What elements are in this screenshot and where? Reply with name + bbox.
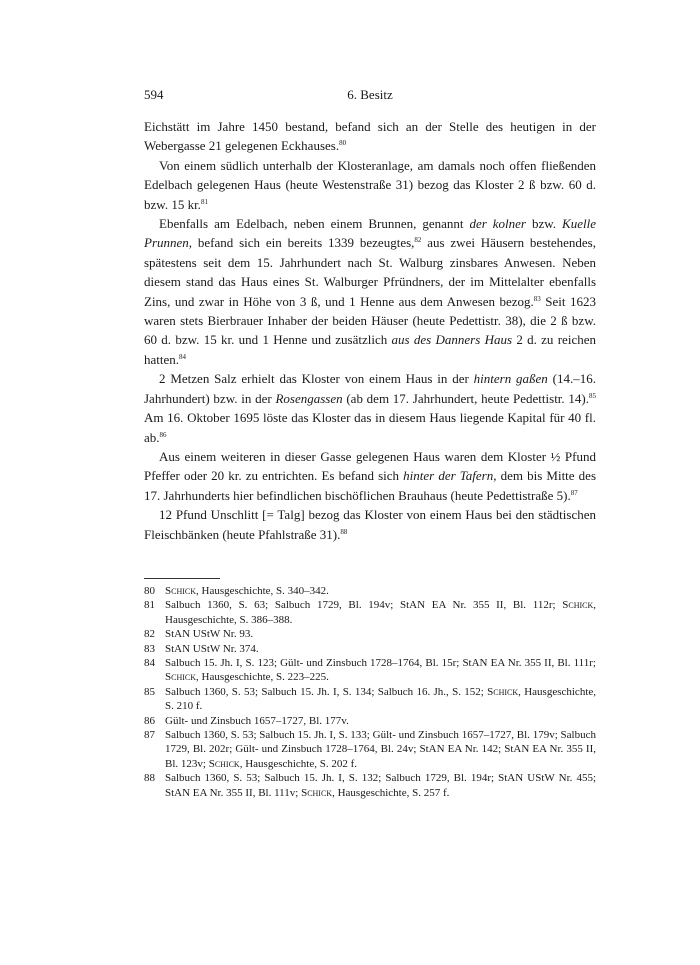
footnote-divider	[144, 578, 220, 579]
footnote-number: 85	[144, 685, 155, 698]
footnote-ref[interactable]: 81	[200, 197, 208, 206]
footnote-number: 88	[144, 772, 155, 785]
footnote-number: 80	[144, 585, 155, 597]
paragraph-3: Ebenfalls am Edelbach, neben einem Brunnen, genannt der kolner bzw. Kuelle Prunnen, befand sich ein bereits 1339 bezeugtes,$^{82}$ aus zwei Häusern bestehendes, spätestens seit dem 15. Jahrhundert nach St. Walburg zinsbares Anwesen. Neben diesem stand das Haus eines St. Walburger Pfründners, der im Mittelalter ebenfalls Zins, und zwar in Höhe von 3 ß, und 1 Henne aus dem Anwesen bezog.$^{83}$ Seit 1623 waren stets Bierbrauer Inhaber der beiden Häuser (heute Pedettistr. 38), die 2 ß bzw. 60 d. bzw. 15 kr. und 1 Henne und zusätzlich aus des Danners Haus 2 d. zu reichen hatten.$^{84}$	[144, 216, 596, 367]
page-header	[144, 86, 596, 104]
running-title: 6. Besitz	[347, 87, 393, 102]
footnote-ref[interactable]: 85	[589, 391, 596, 400]
footnote: 88 Salbuch 1360, S. 53; Salbuch 15. Jh. I, S. 132; Salbuch 1729, Bl. 194r; StAN UStW Nr. 455; StAN EA Nr. 355 II, Bl. 111v; Schick, Hausgeschichte, S. 257 f.	[144, 772, 596, 799]
paragraph-5: Aus einem weiteren in dieser Gasse gelegenen Haus waren dem Kloster ½ Pfund Pfeffer oder 20 kr. zu entrichten. Es befand sich hinter der Tafern, dem bis Mitte des 17. Jahrhunderts hier befindlichen bischöflichen Brauhaus (heute Pedettistraße 5).$^{87}$	[144, 448, 597, 503]
italic-term: hintern gaßen	[473, 371, 548, 387]
main-text	[144, 117, 596, 544]
footnote: 83 StAN UStW Nr. 374.	[144, 642, 259, 655]
italic-term: hinter der Tafern	[403, 468, 494, 484]
footnote-number: 83	[144, 642, 155, 655]
footnote-ref[interactable]: 88	[340, 527, 348, 536]
footnote-ref[interactable]: 80	[339, 139, 347, 148]
author-name: Schick	[301, 786, 333, 799]
paragraph-6: 12 Pfund Unschlitt [= Talg] bezog das Kloster von einem Haus bei den städtischen Fleischbänken (heute Pfahlstraße 31).$^{88}$	[144, 507, 596, 542]
footnote-number: 81	[144, 599, 155, 612]
footnotes	[144, 584, 596, 800]
footnote-ref[interactable]: 83	[533, 294, 541, 303]
footnote-number: 84	[144, 657, 155, 670]
footnote: 85 Salbuch 1360, S. 53; Salbuch 15. Jh. I, S. 134; Salbuch 16. Jh., S. 152; Schick, Hausgeschichte, S. 210 f.	[144, 685, 597, 713]
footnote-number: 86	[144, 714, 155, 727]
footnote-number: 82	[144, 628, 155, 641]
paragraph-2: Von einem südlich unterhalb der Klosteranlage, am damals noch offen fließenden Edelbach gelegenen Haus (heute Westenstraße 31) bezog das Kloster 2 ß bzw. 60 d. bzw. 15 kr.$^{81}$	[144, 157, 596, 212]
author-name: Schick	[487, 685, 519, 698]
author-name: Schick	[562, 599, 594, 612]
page-number: 594	[144, 87, 164, 102]
footnote-ref[interactable]: 86	[159, 430, 167, 439]
footnote: 81 Salbuch 1360, S. 63; Salbuch 1729, Bl. 194v; StAN EA Nr. 355 II, Bl. 112r; Schick, Hausgeschichte, S. 386–388.	[144, 599, 596, 626]
italic-term: aus des Danners Haus	[391, 332, 513, 348]
author-name: Schick	[165, 585, 197, 597]
author-name: Schick	[165, 671, 197, 684]
italic-term: Rosengassen	[275, 390, 343, 406]
footnote-number: 87	[144, 729, 155, 742]
italic-term: Kuelle Prunnen,	[144, 216, 596, 251]
italic-term: der kolner	[469, 216, 526, 232]
footnote: 82 StAN UStW Nr. 93.	[144, 628, 254, 641]
footnote: 80 Schick, Hausgeschichte, S. 340–342.	[144, 585, 329, 597]
paragraph-4: 2 Metzen Salz erhielt das Kloster von einem Haus in der hintern gaßen (14.–16. Jahrhundert) bzw. in der Rosengassen (ab dem 17. Jahrhundert, heute Pedettistr. 14).$^{85}$ Am 16. Oktober 1695 löste das Kloster das in diesem Haus liegende Kapital für 40 fl. ab.$^{86}$	[144, 371, 596, 445]
footnote: 84 Salbuch 15. Jh. I, S. 123; Gült- und Zinsbuch 1728–1764, Bl. 15r; StAN EA Nr. 355 II, Bl. 111r; Schick, Hausgeschichte, S. 223–225.	[144, 657, 596, 684]
footnote-ref[interactable]: 87	[570, 488, 578, 497]
footnote-ref[interactable]: 84	[179, 352, 187, 361]
footnote: 87 Salbuch 1360, S. 53; Salbuch 15. Jh. I, S. 133; Gült- und Zinsbuch 1657–1727, Bl. 179v; Salbuch 1729, Bl. 202r; Gült- und Zinsbuch 1728–1764, Bl. 24v; StAN EA Nr. 142; StAN EA Nr. 355 II, Bl. 123v; Schick, Hausgeschichte, S. 202 f.	[144, 729, 596, 770]
author-name: Schick	[208, 757, 240, 770]
footnote-ref[interactable]: 82	[414, 236, 422, 245]
footnote: 86 Gült- und Zinsbuch 1657–1727, Bl. 177v.	[144, 714, 349, 727]
paragraph-1: Eichstätt im Jahre 1450 bestand, befand sich an der Stelle des heutigen in der Webergasse 21 gelegenen Eckhauses.$^{80}$	[144, 119, 596, 154]
